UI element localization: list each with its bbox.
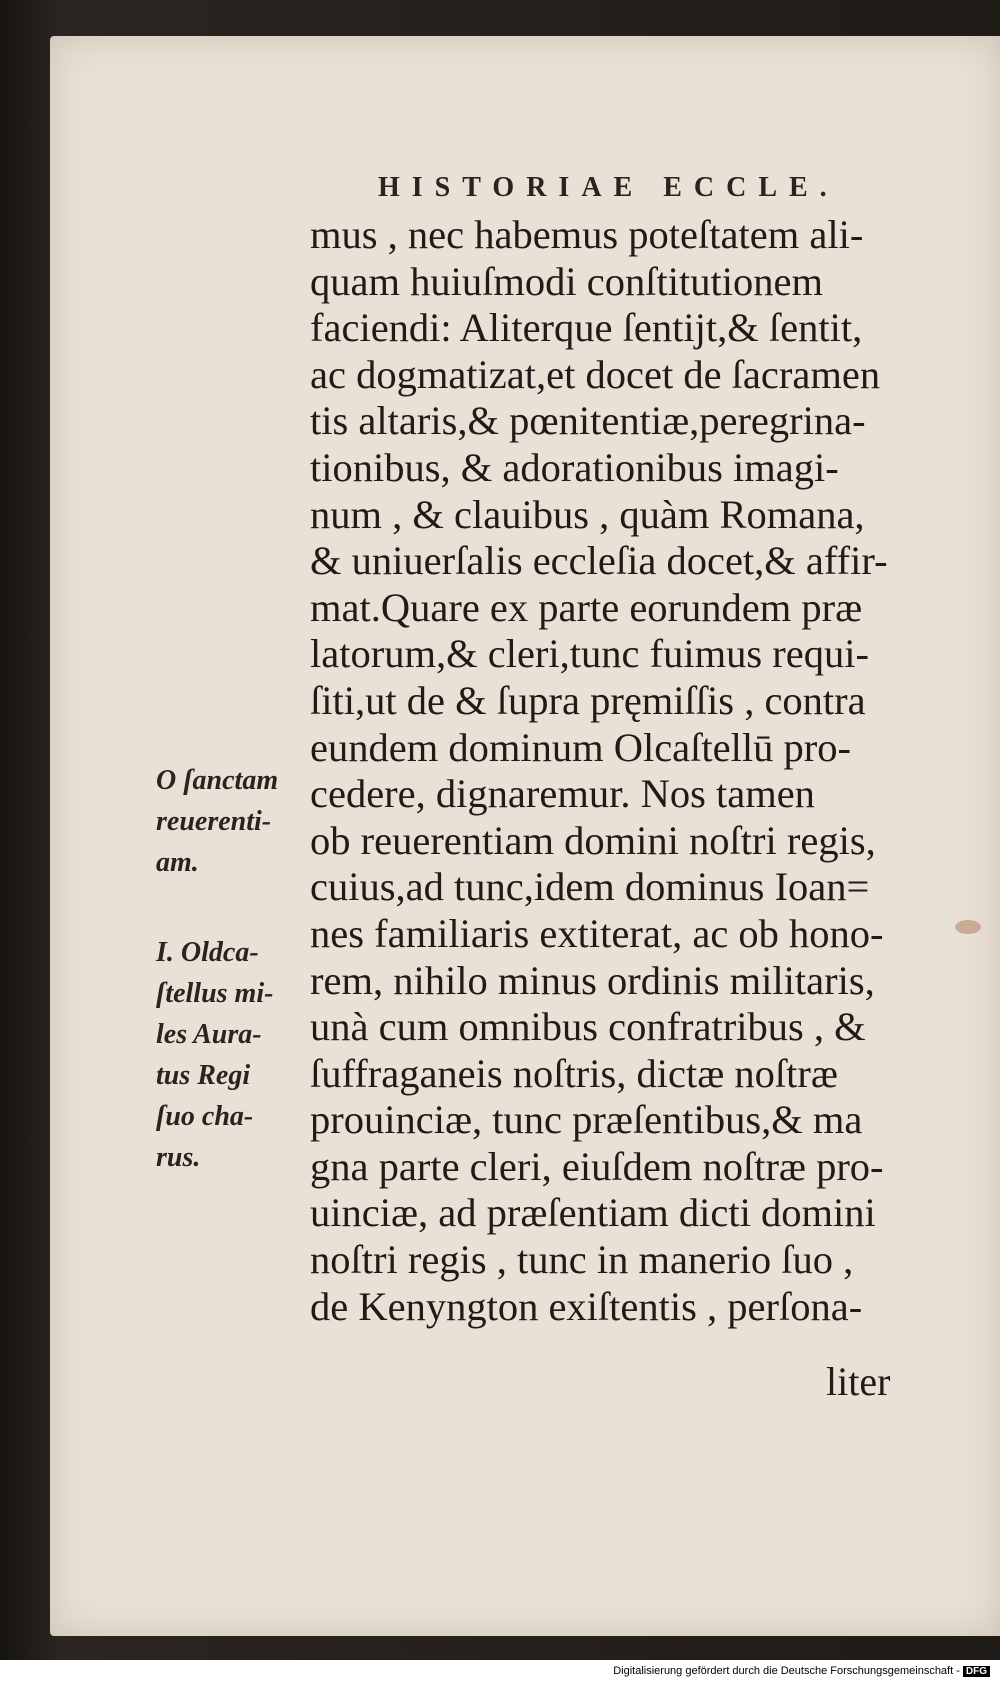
marginal-line: I. Oldca-: [156, 937, 259, 968]
text-line: quam huiuſmodi conſtitutionem: [310, 258, 823, 304]
marginal-line: rus.: [156, 1142, 201, 1173]
text-line: faciendi: Aliterque ſentijt,& ſentit,: [310, 305, 863, 351]
marginal-line: O ſanctam: [156, 765, 279, 796]
text-line: eundem dominum Olcaſtellū pro-: [310, 724, 851, 770]
marginal-line: reuerenti-: [156, 806, 272, 837]
dfg-logo: DFG: [963, 1666, 990, 1677]
text-line: ob reuerentiam domini noſtri regis,: [310, 817, 876, 863]
text-line: uinciæ, ad præſentiam dicti domini: [310, 1190, 876, 1236]
marginal-line: am.: [156, 847, 199, 878]
text-line: cedere, dignaremur. Nos tamen: [310, 771, 815, 817]
running-head: HISTORIAE ECCLE.: [378, 172, 839, 203]
text-line: ſiti,ut de & ſupra pręmiſſis , contra: [310, 677, 866, 723]
text-line: tis altaris,& pœnitentiæ,peregrina-: [310, 398, 866, 444]
text-line: latorum,& cleri,tunc fuimus requi-: [310, 631, 869, 677]
text-line: mus , nec habemus poteſtatem ali-: [310, 212, 864, 257]
text-line: gna parte cleri, eiuſdem noſtræ pro-: [310, 1143, 884, 1189]
marginal-note: [156, 932, 273, 1178]
credit-text: Digitalisierung gefördert durch die Deutsche Forschungsgemeinschaft -: [613, 1665, 960, 1677]
text-line: & uniuerſalis eccleſia docet,& affir-: [310, 538, 888, 584]
text-line: ac dogmatizat,et docet de ſacramen: [310, 351, 881, 397]
text-line: prouinciæ, tunc præſentibus,& ma: [310, 1097, 863, 1143]
text-line: mat.Quare ex parte eorundem præ: [310, 584, 863, 630]
marginal-line: les Aura-: [156, 1019, 262, 1050]
text-line: cuius,ad tunc,idem dominus Ioan=: [310, 864, 870, 910]
marginal-note: [156, 760, 278, 883]
marginal-line: ſuo cha-: [156, 1101, 254, 1132]
body-text: [310, 212, 950, 1330]
text-line: noſtri regis , tunc in manerio ſuo ,: [310, 1237, 854, 1283]
text-line: de Kenyngton exiſtentis , perſona-: [310, 1283, 863, 1329]
marginal-line: ſtellus mi-: [156, 978, 274, 1009]
marginal-line: tus Regi: [156, 1060, 251, 1091]
page-stain: [955, 920, 981, 934]
text-line: num , & clauibus , quàm Romana,: [310, 491, 865, 537]
text-line: tionibus, & adorationibus imagi-: [310, 444, 839, 490]
text-line: ſuffraganeis noſtris, dictæ noſtræ: [310, 1050, 838, 1096]
digitization-credit: [613, 1665, 990, 1677]
text-line: nes familiaris extiterat, ac ob hono-: [310, 910, 884, 956]
catchword: liter: [826, 1359, 891, 1404]
text-line: unà cum omnibus confratribus , &: [310, 1004, 866, 1050]
text-line: rem, nihilo minus ordinis militaris,: [310, 957, 875, 1003]
